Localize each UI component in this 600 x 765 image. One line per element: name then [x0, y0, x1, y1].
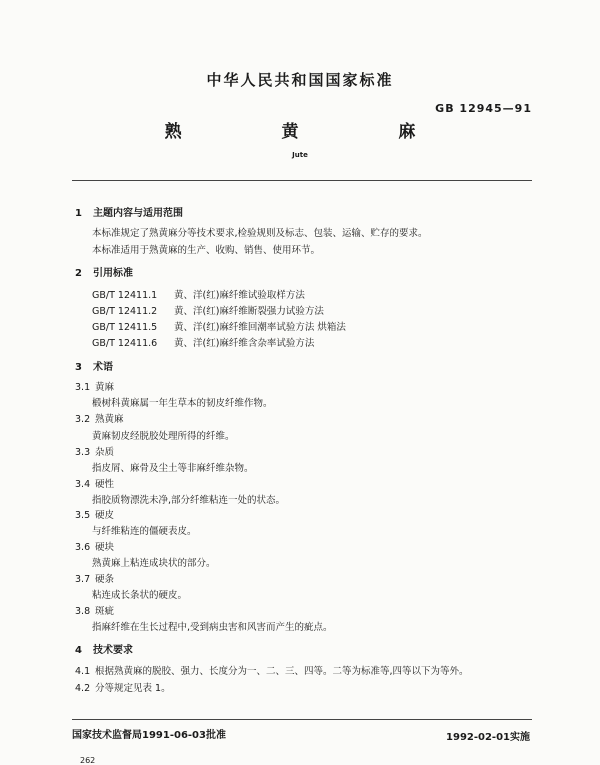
- term-number: 3.5: [75, 510, 91, 521]
- paragraph: 本标准规定了熟黄麻分等技术要求,检验规则及标志、包装、运输、贮存的要求。: [92, 228, 428, 239]
- section-title: 术语: [93, 362, 113, 373]
- term-heading: [75, 444, 114, 458]
- term-heading: [75, 476, 114, 490]
- term-number: 3.1: [75, 382, 91, 393]
- footer-rule: [72, 719, 532, 720]
- term-definition: 指麻纤维在生长过程中,受到病虫害和风害而产生的疵点。: [92, 622, 333, 633]
- section-1-heading: [75, 204, 183, 219]
- reference-item: [92, 335, 314, 349]
- term-name: 硬性: [95, 479, 115, 490]
- term-number: 3.8: [75, 606, 91, 617]
- term-definition: 黄麻韧皮经脱胶处理所得的纤维。: [92, 431, 235, 442]
- page-number: 262: [80, 756, 96, 765]
- section-title: 主题内容与适用范围: [93, 208, 183, 219]
- reference-code: GB/T 12411.1: [92, 290, 158, 301]
- term-definition: 与纤维粘连的僵硬表皮。: [92, 526, 197, 537]
- term-number: 3.6: [75, 542, 91, 553]
- requirement-item: [75, 663, 469, 677]
- standard-code: GB 12945—91: [435, 102, 532, 115]
- term-definition: 指胶质物漂洗未净,部分纤维粘连一处的状态。: [92, 495, 286, 506]
- term-name: 硬皮: [95, 510, 115, 521]
- term-name: 斑疵: [95, 606, 115, 617]
- term-name: 黄麻: [95, 382, 115, 393]
- term-definition: 粘连成长条状的硬皮。: [92, 590, 188, 601]
- section-number: 1: [75, 208, 82, 219]
- section-number: 3: [75, 362, 82, 373]
- reference-name: 黄、洋(红)麻纤维断裂强力试验方法: [174, 306, 324, 317]
- term-definition: 指皮屑、麻骨及尘土等非麻纤维杂物。: [92, 463, 254, 474]
- term-heading: [75, 379, 114, 393]
- requirement-item: [75, 680, 171, 694]
- term-number: 3.2: [75, 414, 91, 425]
- term-number: 3.4: [75, 479, 91, 490]
- term-heading: [75, 571, 114, 585]
- reference-code: GB/T 12411.2: [92, 306, 158, 317]
- reference-item: [92, 319, 346, 333]
- document-title: 熟 黄 麻: [164, 122, 446, 142]
- term-heading: [75, 507, 114, 521]
- requirement-text: 分等规定见表 1。: [95, 683, 171, 694]
- effective-date: 1992-02-01实施: [446, 732, 530, 743]
- reference-name: 黄、洋(红)麻纤维试验取样方法: [174, 290, 305, 301]
- reference-item: [92, 287, 305, 301]
- header-rule: [72, 180, 532, 181]
- term-name: 杂质: [95, 447, 115, 458]
- term-number: 3.7: [75, 574, 91, 585]
- reference-name: 黄、洋(红)麻纤维回潮率试验方法 烘箱法: [174, 322, 346, 333]
- term-name: 硬条: [95, 574, 115, 585]
- term-heading: [75, 603, 114, 617]
- term-definition: 熟黄麻上粘连成块状的部分。: [92, 558, 216, 569]
- section-2-heading: [75, 264, 133, 279]
- section-4-heading: [75, 641, 133, 656]
- term-definition: 椴树科黄麻属一年生草本的韧皮纤维作物。: [92, 398, 273, 409]
- requirement-text: 根据熟黄麻的脱胶、强力、长度分为一、二、三、四等。二等为标准等,四等以下为等外。: [95, 666, 469, 677]
- term-number: 3.3: [75, 447, 91, 458]
- reference-code: GB/T 12411.5: [92, 322, 158, 333]
- reference-item: [92, 303, 324, 317]
- paragraph: 本标准适用于熟黄麻的生产、收购、销售、使用环节。: [92, 245, 321, 256]
- section-title: 引用标准: [93, 268, 133, 279]
- reference-name: 黄、洋(红)麻纤维含杂率试验方法: [174, 338, 315, 349]
- reference-code: GB/T 12411.6: [92, 338, 158, 349]
- term-name: 硬块: [95, 542, 115, 553]
- requirement-number: 4.2: [75, 683, 91, 694]
- section-title: 技术要求: [93, 645, 133, 656]
- english-subtitle: Jute: [292, 151, 308, 159]
- term-heading: [75, 539, 114, 553]
- section-3-heading: [75, 358, 113, 373]
- term-heading: [75, 411, 124, 425]
- issuer-title: 中华人民共和国国家标准: [206, 71, 394, 89]
- section-number: 2: [75, 268, 82, 279]
- approval-date: 国家技术监督局1991-06-03批准: [72, 730, 226, 741]
- section-number: 4: [75, 645, 82, 656]
- requirement-number: 4.1: [75, 666, 91, 677]
- term-name: 熟黄麻: [95, 414, 124, 425]
